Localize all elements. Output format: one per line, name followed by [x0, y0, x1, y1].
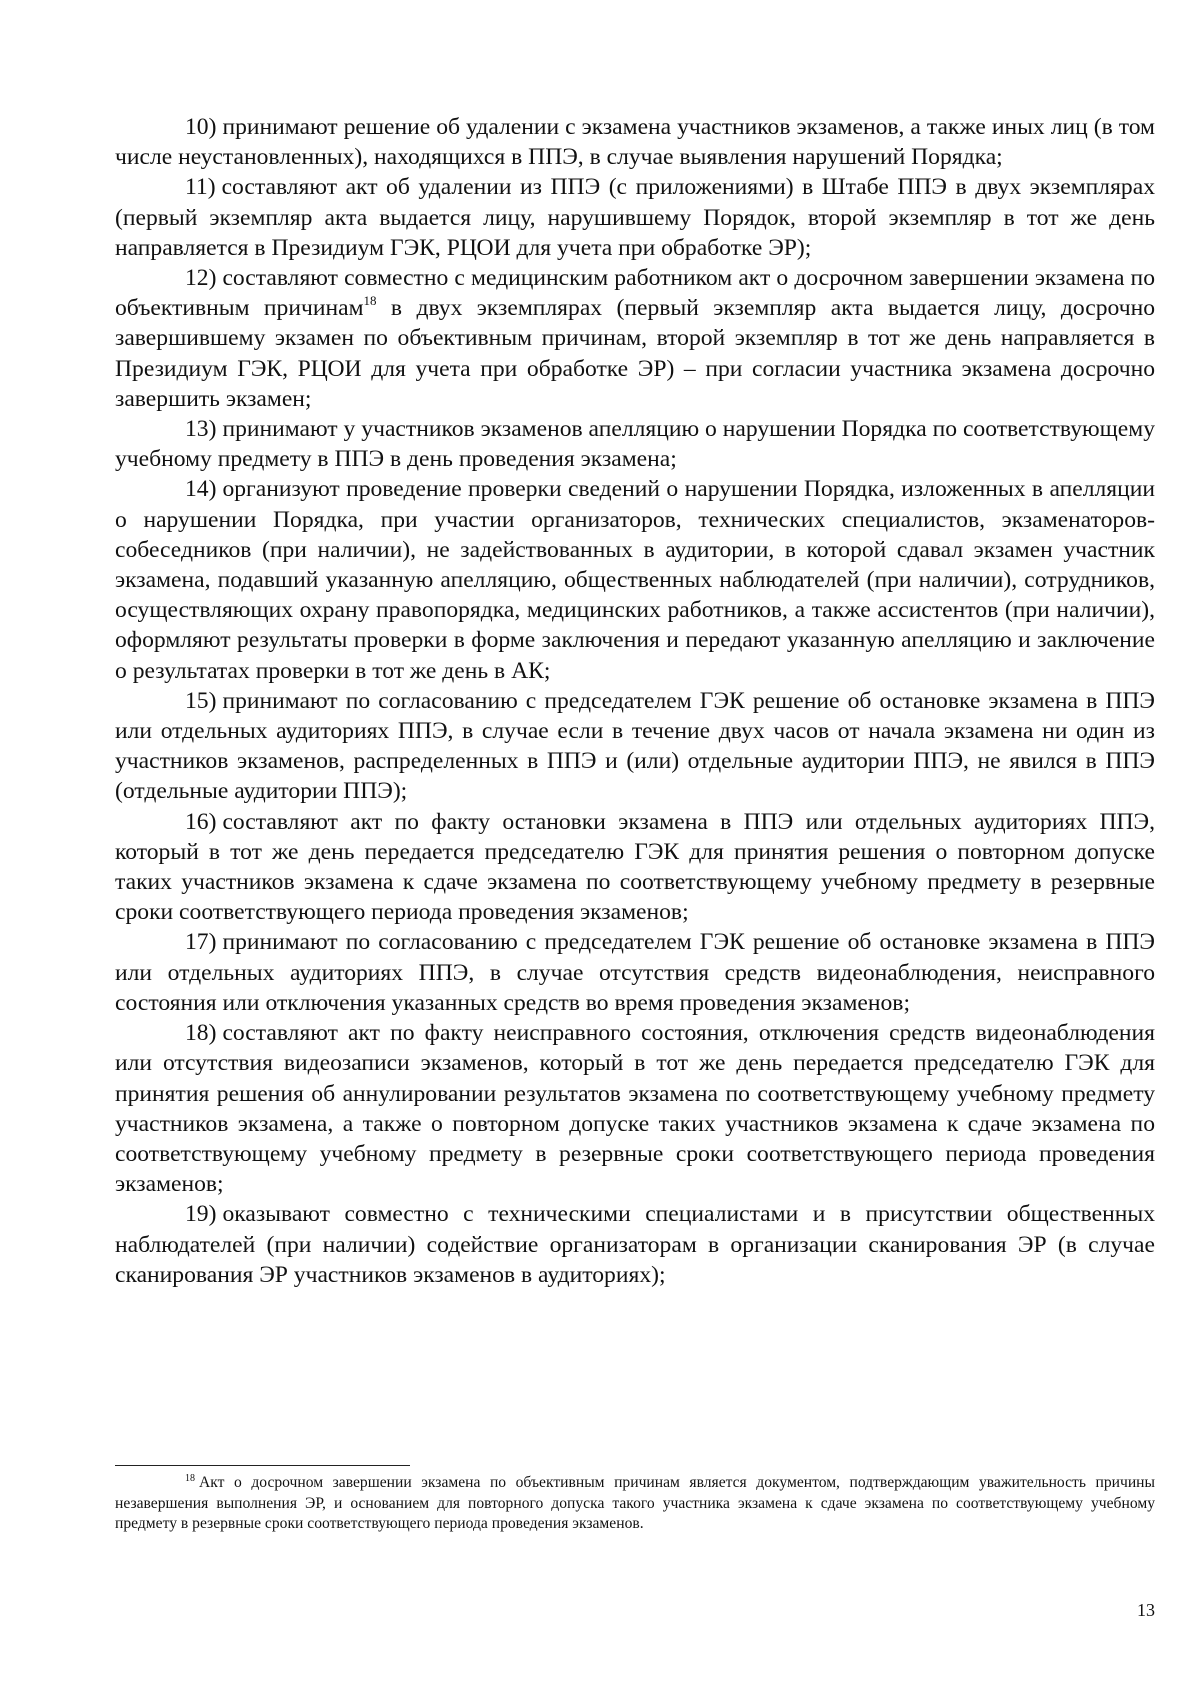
item-text: принимают по согласованию с председателем ГЭК решение об остановке экзамена в ППЭ или отдельных аудиториях ППЭ, в случае если в течение двух часов от начала экзамена ни один из участников экзаменов, распределенных в ППЭ и (или) отдельные аудитории ППЭ, не явился в ППЭ (отдельные аудитории ППЭ);: [115, 687, 1155, 805]
item-number: 11): [185, 174, 216, 201]
list-item-17: [115, 927, 1155, 1018]
item-number: 18): [185, 1020, 217, 1047]
item-number: 10): [185, 114, 217, 140]
footnote-text: Акт о досрочном завершении экзамена по объективным причинам является документом, подтверждающим уважительность причины незавершения выполнения ЭР, и основанием для повторного допуска такого участника экзамена к сдаче экзамена по соответствующему учебному предмету в резервные сроки соответствующего периода проведения экзаменов.: [115, 1474, 1155, 1532]
list-item-16: [115, 807, 1155, 928]
footnote-divider: [115, 1465, 410, 1466]
document-body: [115, 112, 1155, 1290]
item-text: составляют акт об удалении из ППЭ (с приложениями) в Штабе ППЭ в двух экземплярах (первый экземпляр акта выдается лицу, нарушившему Порядок, второй экземпляр в тот же день направляется в Президиум ГЭК, РЦОИ для учета при обработке ЭР);: [115, 174, 1155, 261]
item-number: 19): [185, 1201, 217, 1228]
item-text: принимают решение об удалении с экзамена участников экзаменов, а также иных лиц (в том числе неустановленных), находящихся в ППЭ, в случае выявления нарушений Порядка;: [115, 114, 1155, 171]
item-text: оказывают совместно с техническими специалистами и в присутствии общественных наблюдателей (при наличии) содействие организаторам в организации сканирования ЭР (в случае сканирования ЭР участников экзаменов в аудиториях);: [115, 1201, 1155, 1288]
list-item-18: [115, 1018, 1155, 1199]
page-number: 13: [1137, 1600, 1155, 1620]
item-number: 12): [185, 265, 217, 292]
footnote: [115, 1473, 1155, 1535]
list-item-14: [115, 474, 1155, 685]
item-text: принимают по согласованию с председателем ГЭК решение об остановке экзамена в ППЭ или отдельных аудиториях ППЭ, в случае отсутствия средств видеонаблюдения, неисправного состояния или отключения указанных средств во время проведения экзаменов;: [115, 929, 1155, 1016]
item-number: 16): [185, 808, 217, 835]
item-number: 15): [185, 687, 217, 714]
list-item-13: [115, 414, 1155, 474]
item-text: организуют проведение проверки сведений о нарушении Порядка, изложенных в апелляции о нарушении Порядка, при участии организаторов, технических специалистов, экзаменаторов-собеседников (при наличии), не задействованных в аудитории, в которой сдавал экзамен участник экзамена, подавший указанную апелляцию, общественных наблюдателей (при наличии), сотрудников, осуществляющих охрану правопорядка, медицинских работников, а также ассистентов (при наличии), оформляют результаты проверки в форме заключения и передают указанную апелляцию и заключение о результатах проверки в тот же день в АК;: [115, 476, 1155, 684]
footnote-reference[interactable]: 18: [363, 293, 377, 309]
item-text: составляют акт по факту остановки экзамена в ППЭ или отдельных аудиториях ППЭ, который в тот же день передается председателю ГЭК для принятия решения о повторном допуске таких участников экзамена к сдаче экзамена по соответствующему учебному предмету в резервные сроки соответствующего периода проведения экзаменов;: [115, 808, 1155, 926]
footnote-number: 18: [185, 1473, 195, 1484]
item-number: 17): [185, 929, 217, 956]
list-item-11: [115, 172, 1155, 263]
item-text: составляют совместно с медицинским работником акт о досрочном завершении экзамена по объективным причинам: [115, 265, 1155, 322]
item-number: 13): [185, 416, 217, 443]
list-item-15: [115, 686, 1155, 807]
item-text-continued: в двух экземплярах (первый экземпляр акта выдается лицу, досрочно завершившему экзамен по объективным причинам, второй экземпляр в тот же день направляется в Президиум ГЭК, РЦОИ для учета при обработке ЭР) – при согласии участника экзамена досрочно завершить экзамен;: [115, 295, 1155, 412]
item-number: 14): [185, 476, 217, 503]
list-item-10: [115, 112, 1155, 172]
list-item-19: [115, 1199, 1155, 1290]
item-text: составляют акт по факту неисправного состояния, отключения средств видеонаблюдения или отсутствия видеозаписи экзаменов, который в тот же день передается председателю ГЭК для принятия решения об аннулировании результатов экзамена по соответствующему учебному предмету участников экзамена, а также о повторном допуске таких участников экзамена к сдаче экзамена по соответствующему учебному предмету в резервные сроки соответствующего периода проведения экзаменов;: [115, 1020, 1155, 1198]
list-item-12: [115, 263, 1155, 414]
item-text: принимают у участников экзаменов апелляцию о нарушении Порядка по соответствующему учебному предмету в ППЭ в день проведения экзамена;: [115, 416, 1155, 473]
